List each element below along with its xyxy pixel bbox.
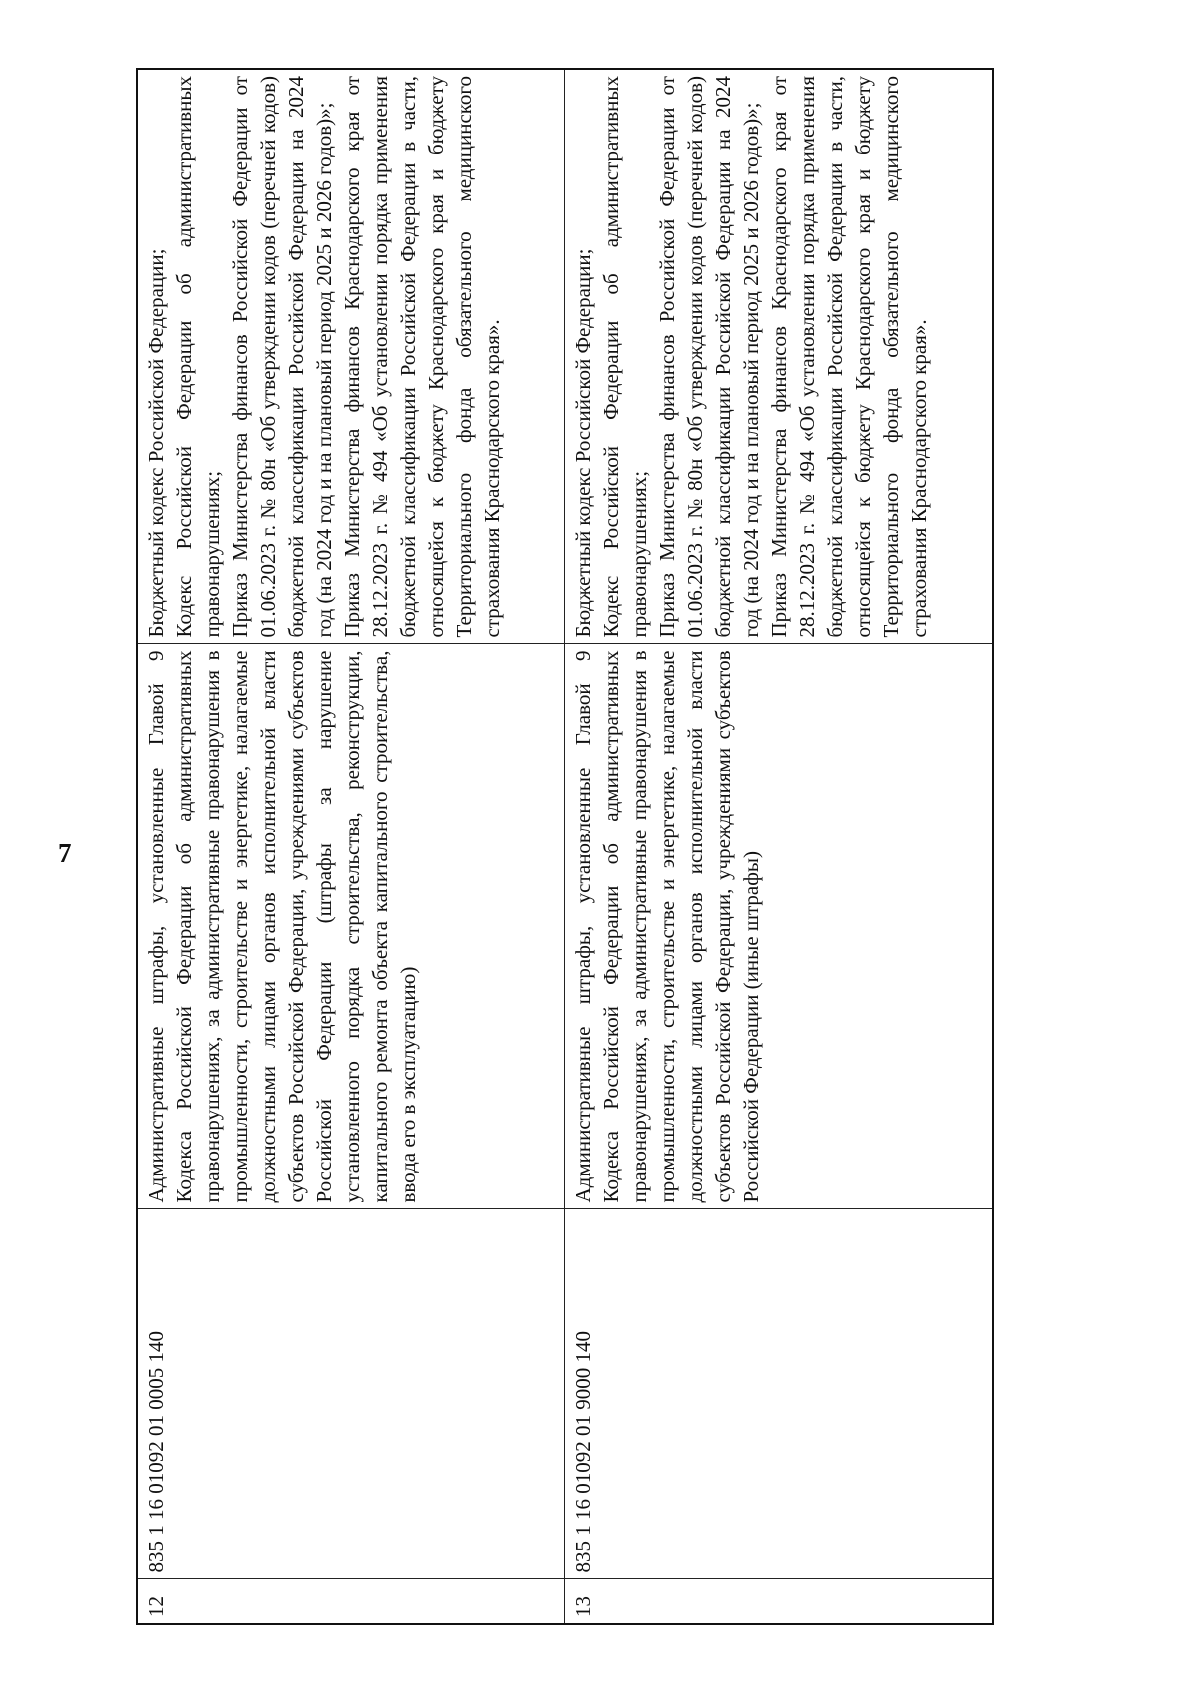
basis-line: Приказ Министерства финансов Российской Федерации от 01.06.2023 г. № 80н «Об утверждении кодов (перечней кодов) бюджетной классификации Российской Федерации на 2024 год (на 2024 год и на плановый период 2025 и 2026 годов)»; (228, 76, 336, 638)
income-name: Административные штрафы, установленные Главой 9 Кодекса Российской Федерации об административных правонарушениях, за административные правонарушения в промышленности, строительстве и энергетике, налагаемые должностными лицами органов исполнительной власти субъектов Российской Федерации, учреждениями субъектов Российской Федерации (иные штрафы) (564, 644, 993, 1209)
income-name: Административные штрафы, установленные Главой 9 Кодекса Российской Федерации об административных правонарушениях, за административные правонарушения в промышленности, строительстве и энергетике, налагаемые должностными лицами органов исполнительной власти субъектов Российской Федерации, учреждениями субъектов Российской Федерации (штрафы за нарушение установленного порядка строительства, реконструкции, капитального ремонта объекта капитального строительства, ввода его в эксплуатацию) (137, 644, 564, 1209)
rotated-table-wrapper (136, 70, 992, 1625)
row-number: 12 (137, 1579, 564, 1624)
basis-line: Приказ Министерства финансов Краснодарского края от 28.12.2023 г. № 494 «Об установлении порядка применения бюджетной классификации Российской Федерации в части, относящейся к бюджету Краснодарского края и бюджету Территориального фонда обязательного медицинского страхования Краснодарского края». (766, 76, 931, 638)
basis-line: Бюджетный кодекс Российской Федерации; (570, 248, 595, 638)
table-row (564, 69, 993, 1624)
budget-code: 835 1 16 01092 01 9000 140 (564, 1209, 993, 1579)
basis-line: Приказ Министерства финансов Российской Федерации от 01.06.2023 г. № 80н «Об утверждении кодов (перечней кодов) бюджетной классификации Российской Федерации на 2024 год (на 2024 год и на плановый период 2025 и 2026 годов)»; (654, 76, 763, 638)
basis-line: Приказ Министерства финансов Краснодарского края от 28.12.2023 г. № 494 «Об установлении порядка применения бюджетной классификации Российской Федерации в части, относящейся к бюджету Краснодарского края и бюджету Территориального фонда обязательного медицинского страхования Краснодарского края». (340, 76, 504, 638)
budget-code: 835 1 16 01092 01 0005 140 (137, 1209, 564, 1579)
income-codes-table (136, 68, 994, 1625)
basis-line: Кодекс Российской Федерации об административных правонарушениях; (598, 76, 651, 638)
legal-basis (137, 69, 564, 644)
basis-line: Бюджетный кодекс Российской Федерации; (144, 248, 168, 638)
basis-line: Кодекс Российской Федерации об административных правонарушениях; (172, 76, 224, 638)
legal-basis (564, 69, 993, 644)
table-row (137, 69, 564, 1624)
page-number: 7 (58, 838, 72, 868)
row-number: 13 (564, 1579, 993, 1624)
